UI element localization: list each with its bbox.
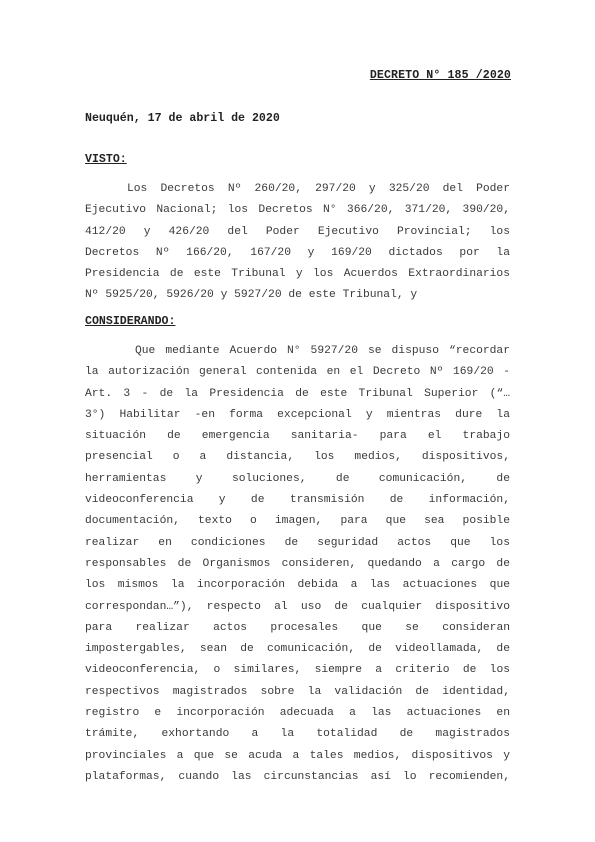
decree-number: DECRETO N° 185 /2020 bbox=[369, 69, 511, 82]
paragraph-line: los mismos la incorporación debida a las actuaciones que bbox=[85, 579, 510, 592]
paragraph-line: Presidencia de este Tribunal y los Acuerdos Extraordinarios bbox=[85, 268, 510, 281]
paragraph-line: trámite, exhortando a la totalidad de magistrados bbox=[85, 728, 510, 741]
paragraph-line: la autorización general contenida en el Decreto Nº 169/20 - bbox=[85, 366, 510, 379]
visto-heading: VISTO: bbox=[85, 153, 127, 166]
paragraph-line: Ejecutivo Nacional; los Decretos N° 366/20, 371/20, 390/20, bbox=[85, 204, 510, 217]
paragraph-line: provinciales a que se acuda a tales medios, dispositivos y bbox=[85, 749, 510, 762]
paragraph-line: videoconferencia, o similares, siempre a criterio de los bbox=[85, 664, 510, 677]
paragraph-line: presencial o a distancia, los medios, dispositivos, bbox=[85, 451, 510, 464]
paragraph-line: videoconferencia y de transmisión de información, bbox=[85, 494, 510, 507]
paragraph-line: respectivos magistrados sobre la validación de identidad, bbox=[85, 685, 510, 698]
paragraph-line: responsables de Organismos consideren, quedando a cargo de bbox=[85, 557, 510, 570]
paragraph-line: realizar en condiciones de seguridad actos que los bbox=[85, 536, 510, 549]
paragraph-line: correspondan…”), respecto al uso de cualquier dispositivo bbox=[85, 600, 510, 613]
paragraph-line: Art. 3 - de la Presidencia de este Tribunal Superior (“… bbox=[85, 387, 510, 400]
paragraph-line: Decretos Nº 166/20, 167/20 y 169/20 dictados por la bbox=[85, 246, 510, 259]
paragraph-line: impostergables, sean de comunicación, de videollamada, de bbox=[85, 643, 510, 656]
paragraph-line: Que mediante Acuerdo N° 5927/20 se dispuso “recordar bbox=[135, 345, 510, 357]
paragraph-line: registro e incorporación adecuada a las actuaciones en bbox=[85, 707, 510, 720]
paragraph-line: Los Decretos Nº 260/20, 297/20 y 325/20 del Poder bbox=[127, 183, 510, 195]
considerando-heading: CONSIDERANDO: bbox=[85, 315, 176, 328]
paragraph-line: 412/20 y 426/20 del Poder Ejecutivo Provincial; los bbox=[85, 225, 510, 238]
paragraph-line: documentación, texto o imagen, para que sea posible bbox=[85, 515, 510, 528]
paragraph-line: situación de emergencia sanitaria- para el trabajo bbox=[85, 430, 510, 443]
visto-paragraph bbox=[85, 179, 510, 307]
paragraph-line: plataformas, cuando las circunstancias así lo recomienden, bbox=[85, 770, 510, 783]
paragraph-line: Nº 5925/20, 5926/20 y 5927/20 de este Tribunal, y bbox=[85, 289, 418, 302]
paragraph-line: para realizar actos procesales que se consideran bbox=[85, 621, 510, 634]
place-date: Neuquén, 17 de abril de 2020 bbox=[85, 112, 280, 125]
paragraph-line: herramientas y soluciones, de comunicación, de bbox=[85, 472, 510, 485]
paragraph-line: 3°) Habilitar -en forma excepcional y mientras dure la bbox=[85, 408, 510, 421]
considerando-paragraph bbox=[85, 341, 510, 788]
